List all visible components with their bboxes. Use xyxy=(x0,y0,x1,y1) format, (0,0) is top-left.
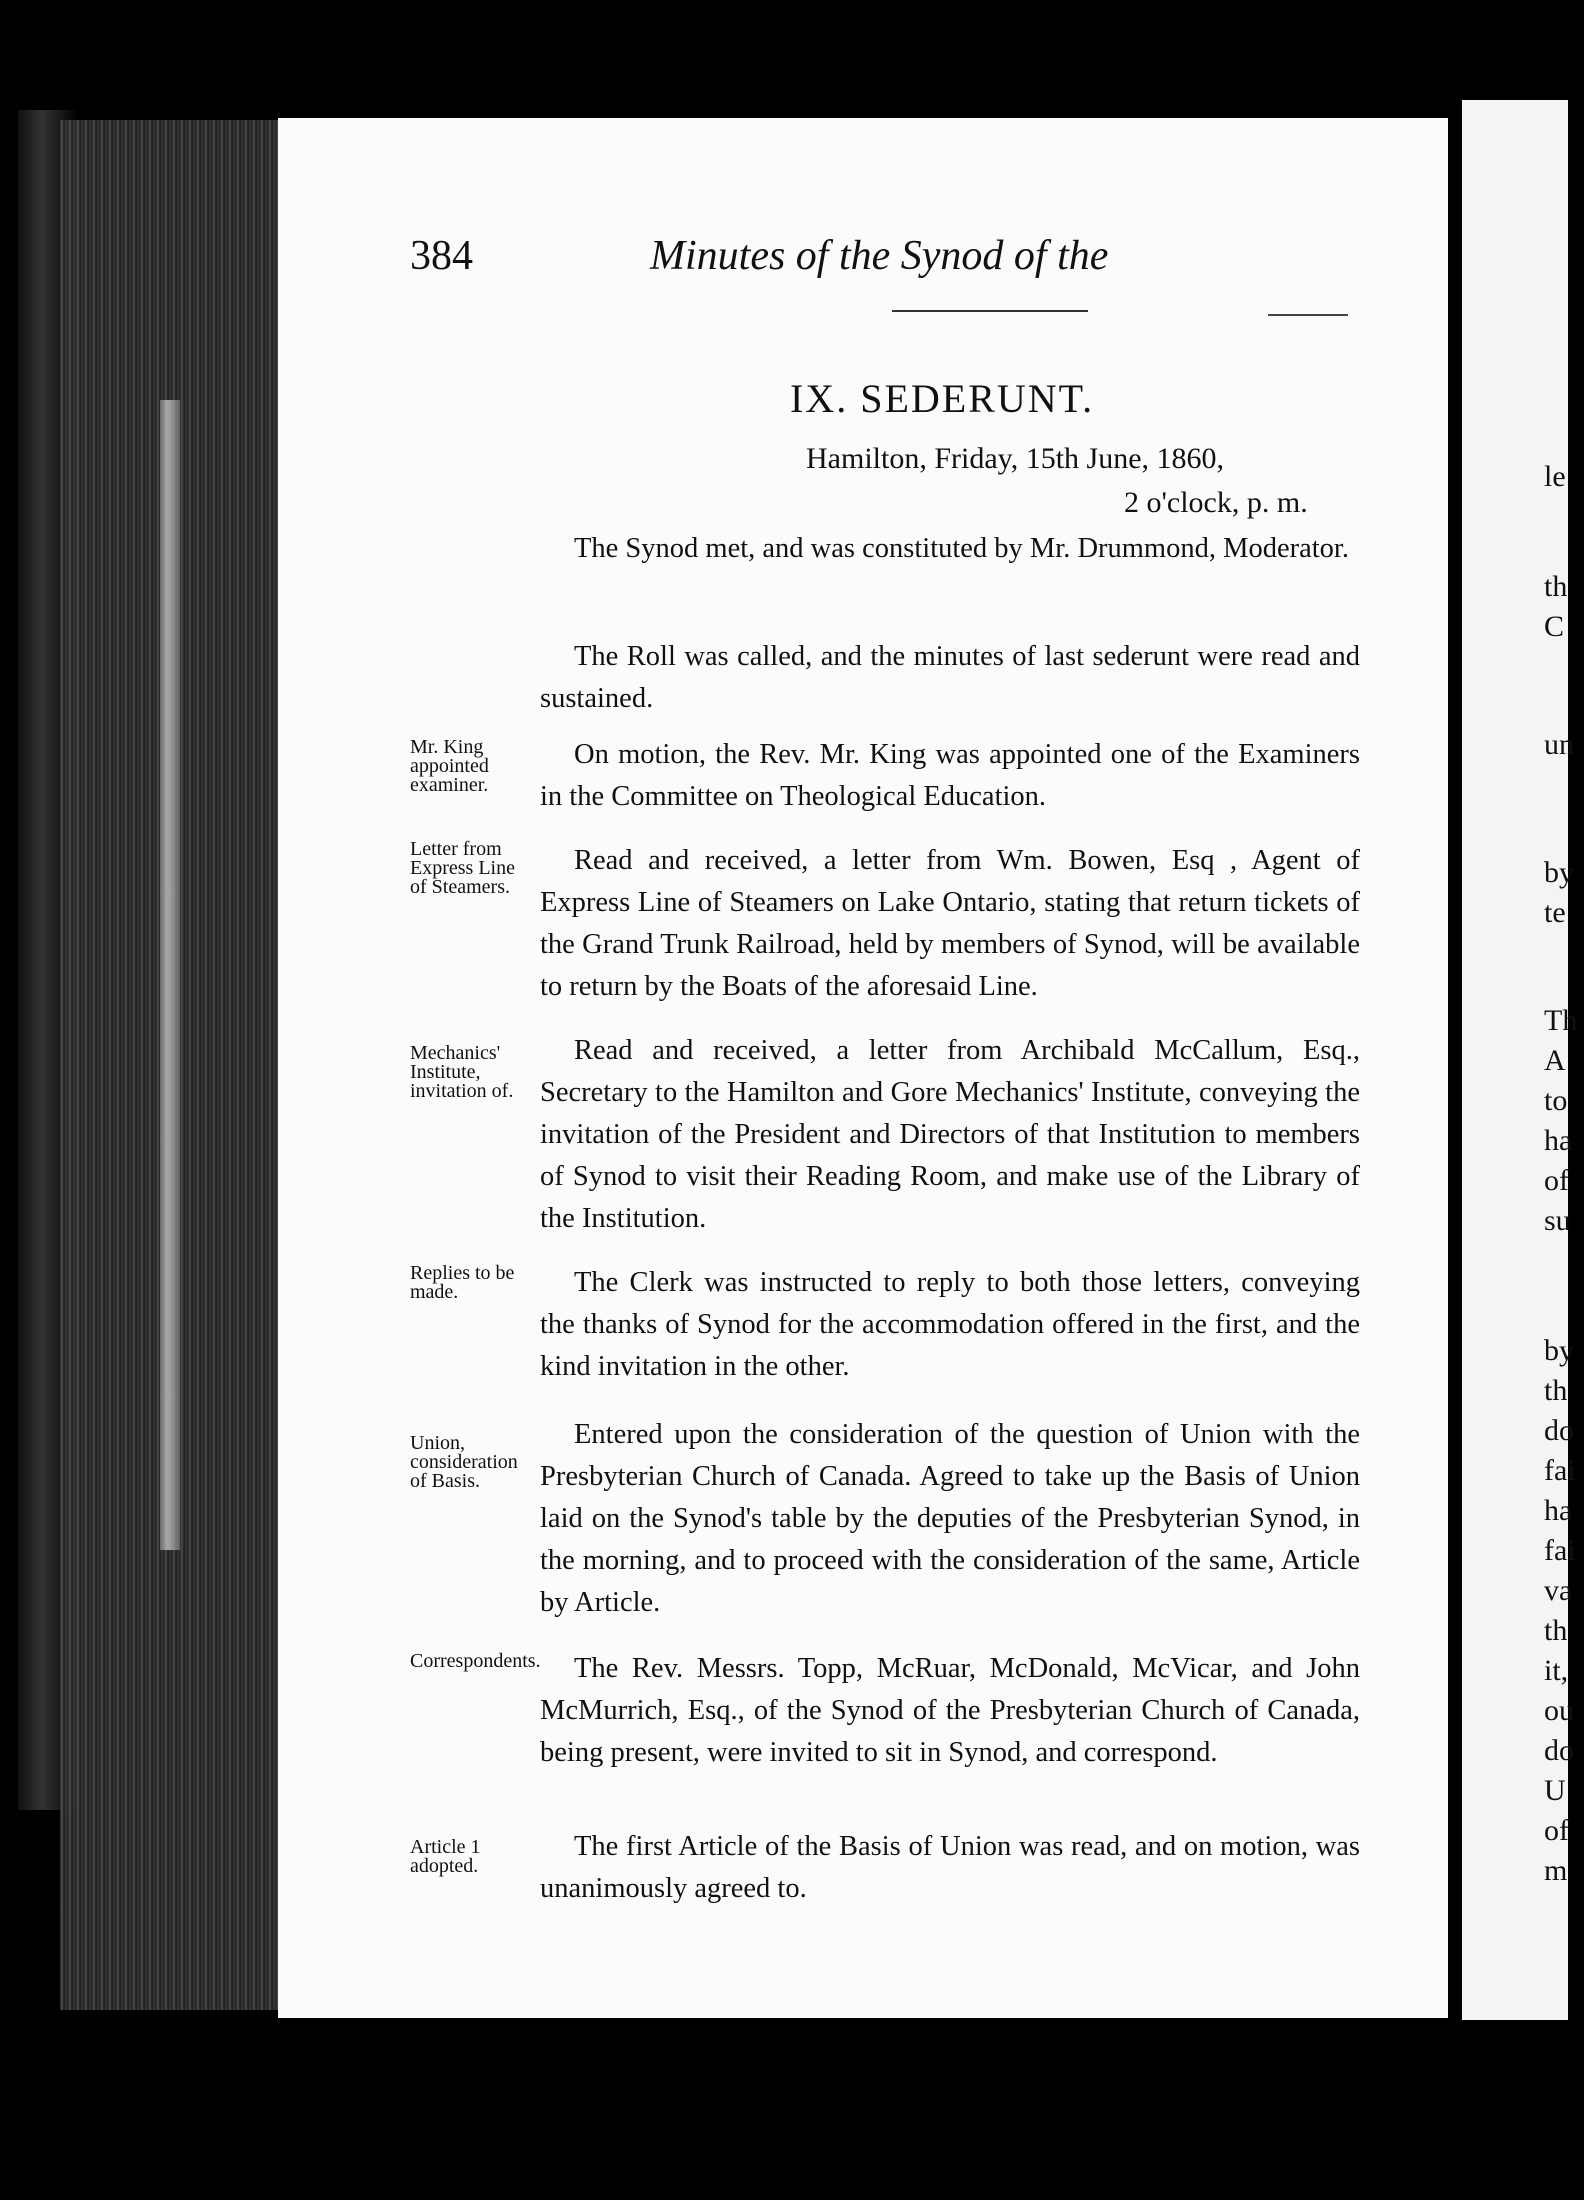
page-edge-highlight xyxy=(160,400,180,1550)
paragraph: The Synod met, and was constituted by Mr. Drummond, Moderator. xyxy=(574,533,1349,564)
dateline: Hamilton, Friday, 15th June, 1860, xyxy=(806,442,1225,475)
margin-note: Article 1 adopted. xyxy=(410,1836,481,1877)
facing-page xyxy=(1462,100,1578,2020)
margin-note: Letter from Express Line of Steamers. xyxy=(410,838,515,898)
facing-page-fragment: it, xyxy=(1544,1654,1569,1687)
facing-page-fragment: ou xyxy=(1544,1694,1574,1727)
margin-note: Mechanics' Institute, invitation of. xyxy=(410,1042,514,1102)
facing-page-fragment: by xyxy=(1544,856,1574,889)
facing-page-fragment: to xyxy=(1544,1084,1568,1117)
facing-page-fragment: su xyxy=(1544,1204,1571,1237)
facing-page-fragment: m xyxy=(1544,1854,1568,1887)
time-line: 2 o'clock, p. m. xyxy=(1124,486,1308,519)
facing-page-fragment: by xyxy=(1544,1334,1574,1367)
margin-note: Replies to be made. xyxy=(410,1262,515,1303)
facing-page-fragment: do xyxy=(1544,1734,1574,1767)
facing-page-fragment: va xyxy=(1544,1574,1573,1607)
running-title: Minutes of the Synod of the xyxy=(650,233,1109,279)
facing-page-fragment: ha xyxy=(1544,1494,1573,1527)
facing-page-fragment: U xyxy=(1544,1774,1566,1807)
margin-note: Mr. King appointed examiner. xyxy=(410,736,489,796)
facing-page-fragment: te xyxy=(1544,896,1566,929)
facing-page-fragment: fai xyxy=(1544,1454,1576,1487)
page-number: 384 xyxy=(410,233,473,279)
margin-note: Correspondents. xyxy=(410,1650,541,1672)
facing-page-fragment: un xyxy=(1544,728,1574,761)
header-rule xyxy=(1268,314,1348,316)
facing-page-fragment: Th xyxy=(1544,1004,1578,1037)
facing-page-fragment: ha xyxy=(1544,1124,1573,1157)
facing-page-fragment: le xyxy=(1544,460,1566,493)
facing-page-fragment: th xyxy=(1544,1374,1568,1407)
facing-page-fragment: do xyxy=(1544,1414,1574,1447)
paragraph: Read and received, a letter from Wm. Bowen, Esq , Agent of Express Line of Steamers on Lake Ontario, stating that return tickets of the Grand Trunk Railroad, held by members of Synod, will be available to return by the Boats of the aforesaid Line. xyxy=(540,845,1360,1002)
facing-page-fragment: fai xyxy=(1544,1534,1576,1567)
facing-page-fragment: th xyxy=(1544,1614,1568,1647)
paragraph: The Rev. Messrs. Topp, McRuar, McDonald, McVicar, and John McMurrich, Esq., of the Synod of the Presbyterian Church of Canada, being present, were invited to sit in Synod, and correspond. xyxy=(540,1653,1360,1768)
paragraph: On motion, the Rev. Mr. King was appointed one of the Examiners in the Committee on Theological Education. xyxy=(540,739,1360,812)
paragraph: Read and received, a letter from Archibald McCallum, Esq., Secretary to the Hamilton and Gore Mechanics' Institute, conveying the invitation of the President and Directors of that Institution to members of Synod to visit their Reading Room, and make use of the Library of the Institution. xyxy=(540,1035,1360,1234)
header-rule xyxy=(892,310,1088,312)
section-heading: IX. SEDERUNT. xyxy=(790,376,1095,421)
running-head xyxy=(410,232,1370,292)
facing-page-fragment: C xyxy=(1544,610,1565,643)
facing-page-fragment: of xyxy=(1544,1814,1569,1847)
paragraph: The Roll was called, and the minutes of last sederunt were read and sustained. xyxy=(540,641,1360,714)
margin-note: Union, consideration of Basis. xyxy=(410,1432,518,1492)
paragraph: The Clerk was instructed to reply to both those letters, conveying the thanks of Synod for the accommodation offered in the first, and the kind invitation in the other. xyxy=(540,1267,1360,1382)
paragraph: The first Article of the Basis of Union was read, and on motion, was unanimously agreed to. xyxy=(540,1831,1360,1904)
facing-page-fragment: th xyxy=(1544,570,1568,603)
facing-page-fragment: A xyxy=(1544,1044,1566,1077)
facing-page-fragment: of xyxy=(1544,1164,1569,1197)
paragraph: Entered upon the consideration of the question of Union with the Presbyterian Church of Canada. Agreed to take up the Basis of Union laid on the Synod's table by the deputies of the Presbyterian Synod, in the morning, and to proceed with the consideration of the same, Article by Article. xyxy=(540,1419,1360,1618)
